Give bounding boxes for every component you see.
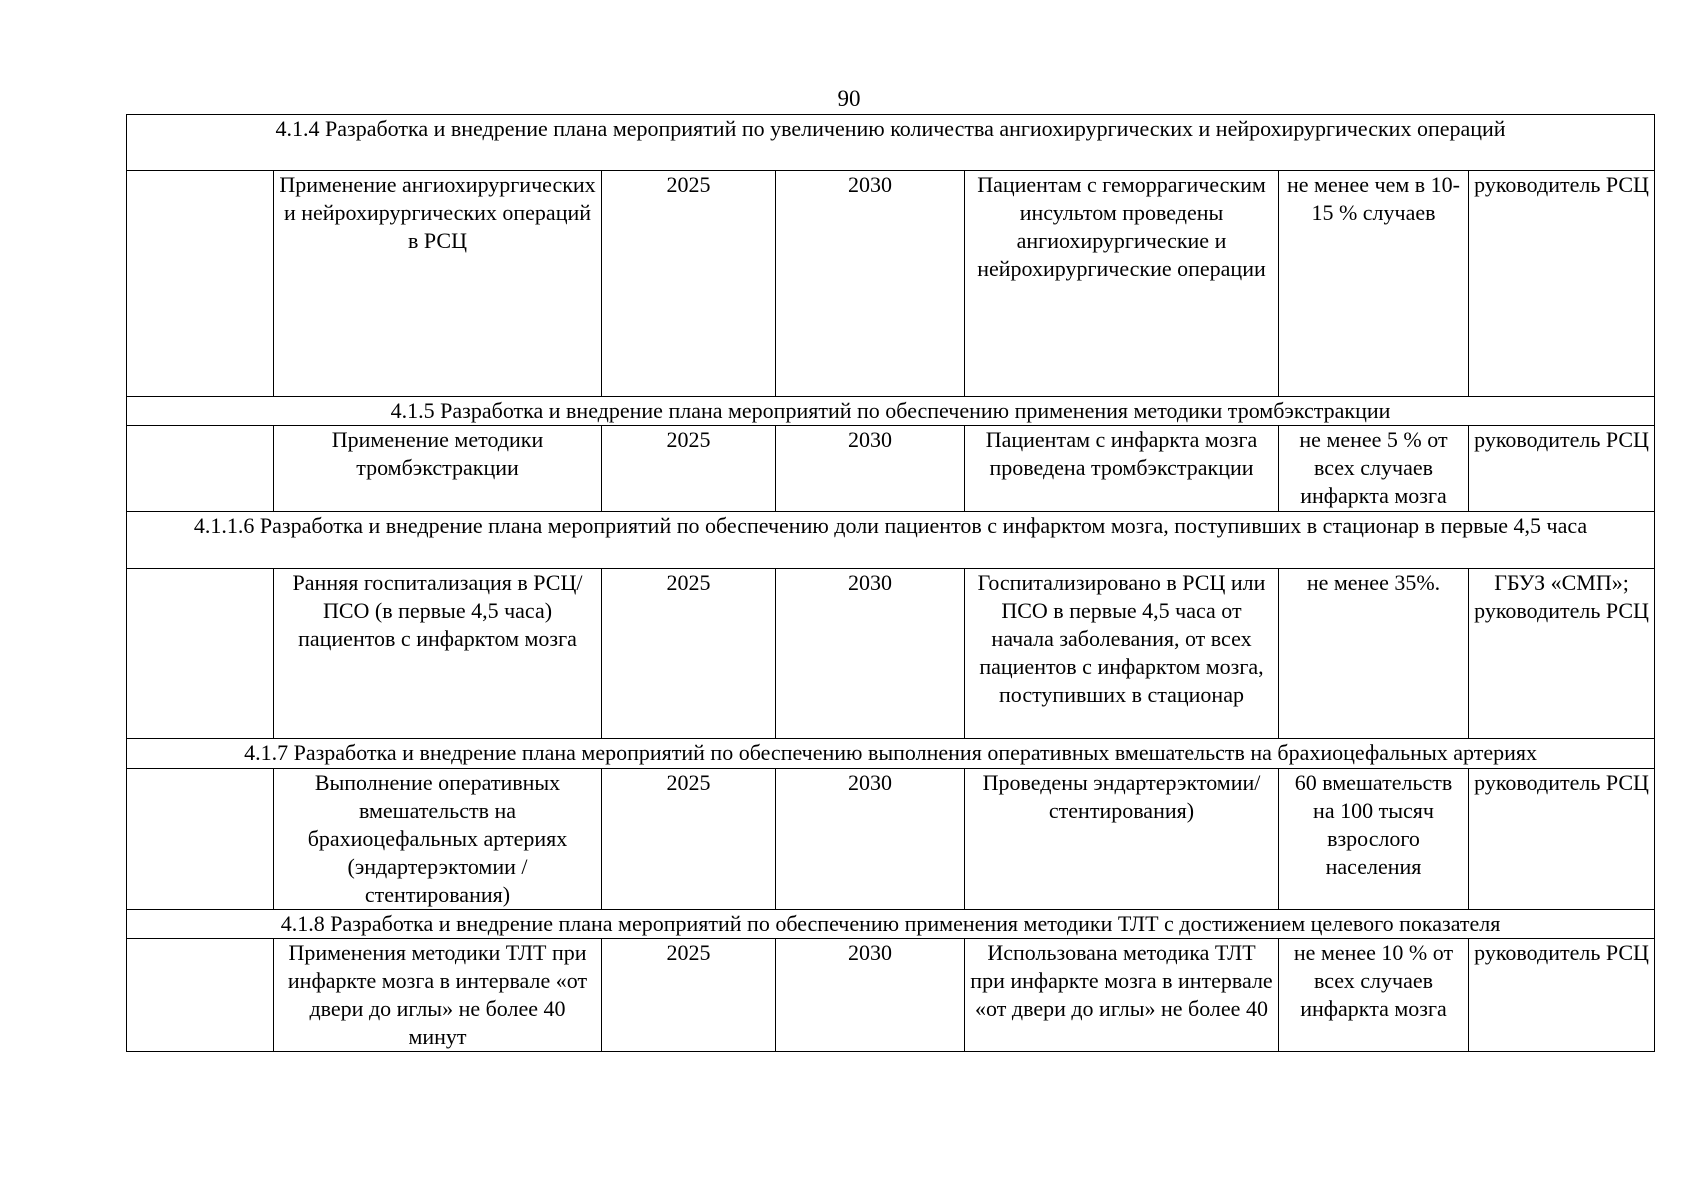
start-year-cell: 2025 [602, 426, 776, 512]
section-header-row [127, 512, 1655, 569]
indicator-cell: не менее 10 % от всех случаев инфаркта мозга [1279, 939, 1469, 1052]
empty-cell [127, 939, 274, 1052]
section-title: 4.1.1.6 Разработка и внедрение плана мероприятий по обеспечению доли пациентов с инфарктом мозга, поступивших в стационар в первые 4,5 часа [127, 512, 1655, 569]
responsible-cell: ГБУЗ «СМП»; руководитель РСЦ [1469, 569, 1655, 739]
empty-cell [127, 569, 274, 739]
result-cell: Проведены эндартерэктомии/ стентирования) [965, 769, 1279, 910]
section-title: 4.1.7 Разработка и внедрение плана мероприятий по обеспечению выполнения оперативных вмешательств на брахиоцефальных артериях [127, 739, 1655, 769]
indicator-cell: 60 вмешательств на 100 тысяч взрослого населения [1279, 769, 1469, 910]
measure-cell: Применение методики тромбэкстракции [274, 426, 602, 512]
responsible-cell: руководитель РСЦ [1469, 171, 1655, 397]
table-row [127, 569, 1655, 739]
end-year-cell: 2030 [776, 769, 965, 910]
section-header-row [127, 115, 1655, 171]
section-header-row [127, 397, 1655, 426]
result-cell: Госпитализировано в РСЦ или ПСО в первые 4,5 часа от начала заболевания, от всех пациентов с инфарктом мозга, поступивших в стационар [965, 569, 1279, 739]
start-year-cell: 2025 [602, 569, 776, 739]
measure-cell: Ранняя госпитализация в РСЦ/ПСО (в первые 4,5 часа) пациентов с инфарктом мозга [274, 569, 602, 739]
section-title: 4.1.8 Разработка и внедрение плана мероприятий по обеспечению применения методики ТЛТ с достижением целевого показателя [127, 910, 1655, 939]
table-row [127, 171, 1655, 397]
end-year-cell: 2030 [776, 426, 965, 512]
measure-cell: Применения методики ТЛТ при инфаркте мозга в интервале «от двери до иглы» не более 40 минут [274, 939, 602, 1052]
result-cell: Использована методика ТЛТ при инфаркте мозга в интервале «от двери до иглы» не более 40 [965, 939, 1279, 1052]
indicator-cell: не менее чем в 10-15 % случаев [1279, 171, 1469, 397]
result-cell: Пациентам с геморрагическим инсультом проведены ангиохирургические и нейрохирургические операции [965, 171, 1279, 397]
empty-cell [127, 171, 274, 397]
table-row [127, 769, 1655, 910]
page-number: 90 [837, 86, 861, 111]
end-year-cell: 2030 [776, 171, 965, 397]
start-year-cell: 2025 [602, 939, 776, 1052]
section-header-row [127, 910, 1655, 939]
table-row [127, 426, 1655, 512]
section-title: 4.1.5 Разработка и внедрение плана мероприятий по обеспечению применения методики тромбэкстракции [127, 397, 1655, 426]
result-cell: Пациентам с инфаркта мозга проведена тромбэкстракции [965, 426, 1279, 512]
measures-table [126, 114, 1655, 1052]
responsible-cell: руководитель РСЦ [1469, 939, 1655, 1052]
empty-cell [127, 426, 274, 512]
measure-cell: Применение ангиохирургических и нейрохирургических операций в РСЦ [274, 171, 602, 397]
table-row [127, 939, 1655, 1052]
measure-cell: Выполнение оперативных вмешательств на брахиоцефальных артериях (эндартерэктомии / стентирования) [274, 769, 602, 910]
responsible-cell: руководитель РСЦ [1469, 769, 1655, 910]
start-year-cell: 2025 [602, 171, 776, 397]
start-year-cell: 2025 [602, 769, 776, 910]
end-year-cell: 2030 [776, 939, 965, 1052]
section-title: 4.1.4 Разработка и внедрение плана мероприятий по увеличению количества ангиохирургических и нейрохирургических операций [127, 115, 1655, 171]
indicator-cell: не менее 35%. [1279, 569, 1469, 739]
section-header-row [127, 739, 1655, 769]
end-year-cell: 2030 [776, 569, 965, 739]
empty-cell [127, 769, 274, 910]
responsible-cell: руководитель РСЦ [1469, 426, 1655, 512]
indicator-cell: не менее 5 % от всех случаев инфаркта мозга [1279, 426, 1469, 512]
